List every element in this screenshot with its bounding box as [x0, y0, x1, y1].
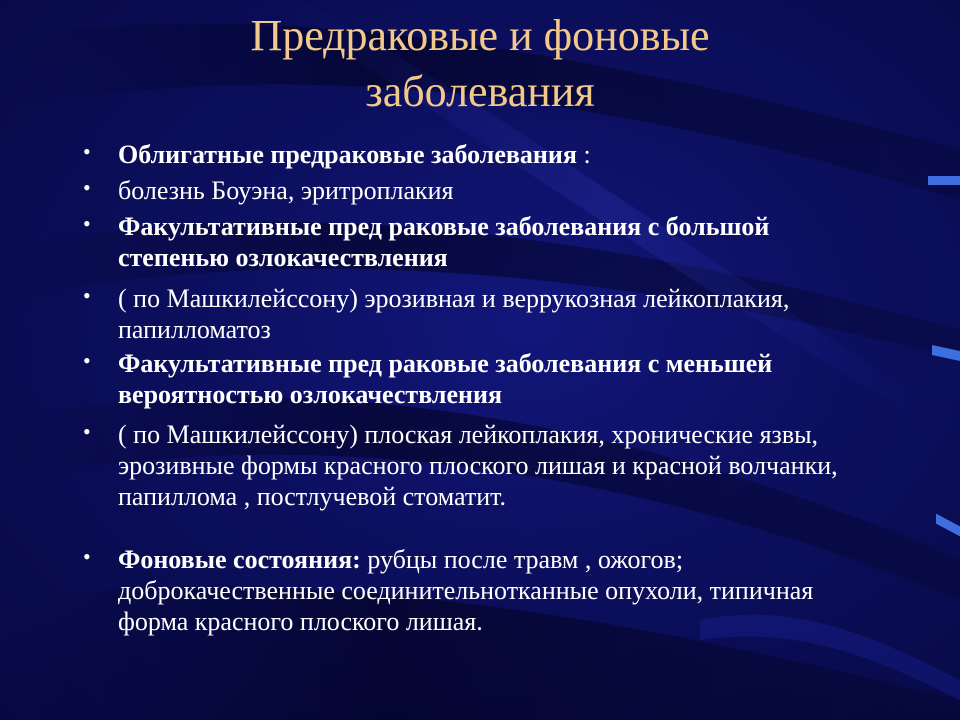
bullet-icon: •	[83, 419, 91, 444]
list-item	[83, 419, 878, 512]
bullet-icon: •	[83, 348, 91, 373]
title-line-2: заболевания	[365, 67, 595, 116]
bullet-bold-text: Факультативные пред раковые заболевания с большой степенью озлокачествления	[118, 212, 770, 272]
list-item	[83, 139, 878, 170]
list-item	[83, 283, 878, 345]
bullet-text: :	[576, 140, 591, 169]
bullet-bold-text: Фоновые состояния:	[118, 545, 361, 574]
bullet-text: рубцы после травм , ожогов; доброкачественные соединительнотканные опухоли, типичная форма красного плоского лишая.	[118, 545, 814, 636]
bullet-icon: •	[83, 283, 91, 308]
bullet-text: ( по Машкилейссону) эрозивная и веррукозная лейкоплакия, папилломатоз	[118, 284, 790, 344]
title-line-1: Предраковые и фоновые	[250, 11, 710, 60]
list-item	[83, 348, 878, 410]
bullet-icon: •	[83, 175, 91, 200]
list-item	[83, 544, 878, 637]
bullet-bold-text: Облигатные предраковые заболевания	[118, 140, 577, 169]
bullet-icon: •	[83, 139, 91, 164]
bullet-text: ( по Машкилейссону) плоская лейкоплакия, хронические язвы, эрозивные формы красного плоского лишая и красной волчанки, папиллома , постлучевой стоматит.	[118, 420, 838, 511]
list-item	[83, 175, 878, 206]
list-item	[83, 211, 878, 273]
bullet-icon: •	[83, 211, 91, 236]
bullet-text: болезнь Боуэна, эритроплакия	[118, 176, 454, 205]
bullet-bold-text: Факультативные пред раковые заболевания с меньшей вероятностью озлокачествления	[118, 349, 773, 409]
bullet-icon: •	[83, 544, 91, 569]
